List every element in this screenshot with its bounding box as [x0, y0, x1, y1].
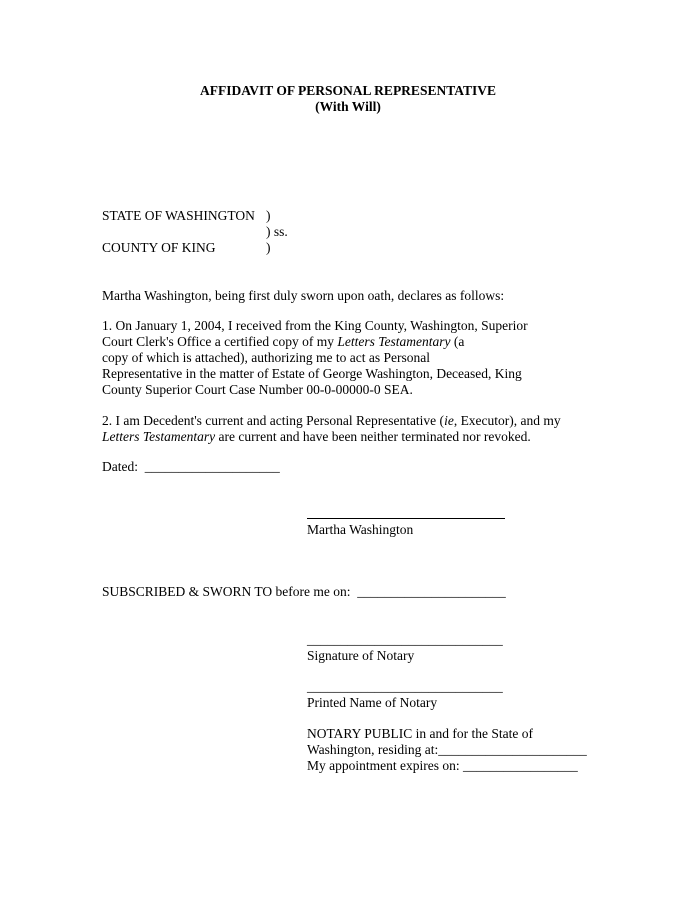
- residing-blank: ______________________: [438, 742, 587, 757]
- document-title: AFFIDAVIT OF PERSONAL REPRESENTATIVE: [200, 83, 496, 98]
- para1-line: 1. On January 1, 2004, I received from the King County, Washington, Superior: [102, 318, 528, 333]
- notary-signature-label: Signature of Notary: [307, 648, 415, 663]
- venue-ss: ) ss.: [266, 224, 288, 239]
- venue-state: STATE OF WASHINGTON: [102, 208, 255, 223]
- document-subtitle: (With Will): [315, 99, 381, 114]
- venue-paren: ): [266, 240, 271, 255]
- appointment-blank: _________________: [462, 758, 578, 773]
- para2-line: 2. I am Decedent's current and acting Personal Representative (ie, Executor), and my: [102, 413, 561, 428]
- venue-paren: ): [266, 208, 271, 223]
- notary-name-blank: _____________________________: [307, 679, 503, 694]
- para1-line: County Superior Court Case Number 00-0-00000-0 SEA.: [102, 382, 413, 397]
- dated-field: [102, 459, 280, 475]
- para1-line: copy of which is attached), authorizing me to act as Personal: [102, 350, 431, 365]
- sworn-date-blank: ______________________: [357, 584, 506, 599]
- notary-residing: Washington, residing at:______________________: [307, 742, 587, 757]
- para1-line: Court Clerk's Office a certified copy of my Letters Testamentary (a: [102, 334, 465, 349]
- dated-label: Dated:: [102, 459, 138, 474]
- para2-line: Letters Testamentary are current and have been neither terminated nor revoked.: [102, 429, 531, 444]
- dated-blank: ____________________: [144, 459, 280, 474]
- affiant-signature-line: [307, 518, 505, 519]
- venue-county: COUNTY OF KING: [102, 240, 216, 255]
- para1-line: Representative in the matter of Estate of George Washington, Deceased, King: [102, 366, 522, 381]
- notary-signature-blank: _____________________________: [307, 632, 503, 647]
- notary-public-line: NOTARY PUBLIC in and for the State of: [307, 726, 534, 741]
- notary-name-label: Printed Name of Notary: [307, 695, 438, 710]
- sworn-statement: SUBSCRIBED & SWORN TO before me on: ______________________: [102, 584, 506, 599]
- notary-appointment: My appointment expires on: _________________: [307, 758, 578, 773]
- affiant-name: Martha Washington: [307, 522, 414, 537]
- intro-statement: Martha Washington, being first duly sworn upon oath, declares as follows:: [102, 288, 505, 303]
